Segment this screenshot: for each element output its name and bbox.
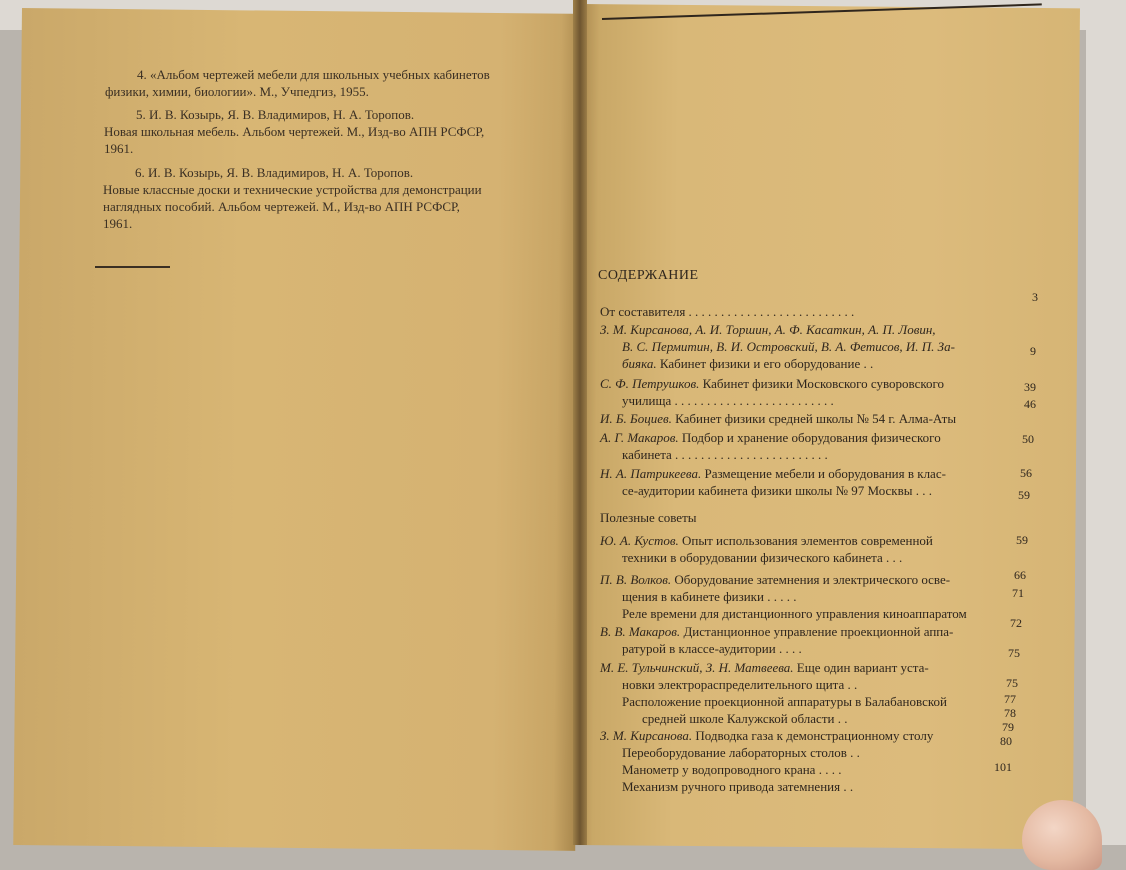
toc-entry: щения в кабинете физики . . . . . (622, 589, 797, 604)
page-number: 71 (1012, 586, 1024, 600)
page-number: 78 (1004, 706, 1016, 720)
book-spine (573, 0, 587, 845)
page-number: 3 (1032, 290, 1038, 304)
reference-line: Новые классные доски и технические устройства для демонстрации (103, 182, 482, 197)
toc-entry: Переоборудование лабораторных столов . . (622, 745, 860, 760)
reference-5 (104, 106, 524, 157)
reference-line: 6. И. В. Козырь, Я. В. Владимиров, Н. А. Торопов. (135, 165, 414, 180)
reference-line: наглядных пособий. Альбом чертежей. М., Изд-во АПН РСФСР, (103, 199, 460, 214)
page-number: 75 (1006, 676, 1018, 690)
page-number: 77 (1004, 692, 1016, 706)
toc-entry: кабинета . . . . . . . . . . . . . . . . . . . . . . . . (622, 447, 828, 462)
page-number: 59 (1016, 533, 1028, 547)
page-number: 79 (1002, 720, 1014, 734)
page-number: 101 (994, 760, 1012, 774)
page-number: 50 (1022, 432, 1034, 446)
page-number: 39 (1024, 380, 1036, 394)
reference-4 (105, 66, 525, 100)
toc-entry: ратурой в классе-аудитории . . . . (622, 641, 802, 656)
toc-entry: П. В. Волков. Оборудование затемнения и электрического осве- (600, 572, 951, 587)
toc-entry: Механизм ручного привода затемнения . . (622, 779, 854, 794)
toc-entry: бияка. Кабинет физики и его оборудование . . (622, 356, 874, 371)
background-right (1086, 0, 1126, 845)
toc-entry: средней школе Калужской области . . (642, 711, 848, 726)
page-number: 59 (1018, 488, 1030, 502)
toc-entry: От составителя . . . . . . . . . . . . . . . . . . . . . . . . . . (600, 304, 855, 319)
page-number: 56 (1020, 466, 1032, 480)
toc-entry: В. В. Макаров. Дистанционное управление проекционной аппа- (600, 624, 954, 639)
page-number: 66 (1014, 568, 1026, 582)
toc-entry: Н. А. Патрикеева. Размещение мебели и оборудования в клас- (600, 466, 946, 481)
page-number: 80 (1000, 734, 1012, 748)
toc-entry: В. С. Пермитин, В. И. Островский, В. А. Фетисов, И. П. За- (622, 339, 955, 354)
toc-entry: С. Ф. Петрушков. Кабинет физики Московского суворовского (600, 376, 945, 391)
toc-entry: А. Г. Макаров. Подбор и хранение оборудования физического (600, 430, 941, 445)
reference-line: Новая школьная мебель. Альбом чертежей. М., Изд-во АПН РСФСР, (104, 124, 485, 139)
toc-entry: М. Е. Тульчинский, З. Н. Матвеева. Еще один вариант уста- (600, 660, 929, 675)
reference-line: 4. «Альбом чертежей мебели для школьных учебных кабинетов (137, 67, 490, 82)
toc-entry: З. М. Кирсанова, А. И. Торшин, А. Ф. Касаткин, А. П. Ловин, (600, 322, 936, 337)
page-number: 9 (1030, 344, 1036, 358)
toc-entry: Реле времени для дистанционного управления киноаппаратом (622, 606, 967, 621)
reference-line: 1961. (103, 216, 133, 231)
toc-entry: З. М. Кирсанова. Подводка газа к демонстрационному столу (600, 728, 934, 743)
toc-entry: новки электрораспределительного щита . . (622, 677, 858, 692)
toc-entry: И. Б. Боциев. Кабинет физики средней школы № 54 г. Алма-Аты (600, 411, 957, 426)
toc-entry: Манометр у водопроводного крана . . . . (622, 762, 842, 777)
reference-line: 1961. (104, 141, 134, 156)
toc-entry: техники в оборудовании физического кабинета . . . (622, 550, 903, 565)
toc-entry: Ю. А. Кустов. Опыт использования элементов современной (600, 533, 933, 548)
page-number: 72 (1010, 616, 1022, 630)
toc-entry: се-аудитории кабинета физики школы № 97 Москвы . . . (622, 483, 932, 498)
toc-section-heading: Полезные советы (600, 510, 697, 525)
thumb (1022, 800, 1102, 870)
toc-entry: Расположение проекционной аппаратуры в Балабановской (622, 694, 947, 709)
toc-title: СОДЕРЖАНИЕ (598, 268, 699, 283)
page-number: 46 (1024, 397, 1036, 411)
reference-line: 5. И. В. Козырь, Я. В. Владимиров, Н. А. Торопов. (136, 107, 415, 122)
toc-entry: училища . . . . . . . . . . . . . . . . . . . . . . . . . (622, 393, 834, 408)
page-number: 75 (1008, 646, 1020, 660)
reference-line: физики, химии, биологии». М., Учпедгиз, 1955. (105, 84, 369, 99)
section-divider (95, 266, 170, 268)
reference-6 (103, 164, 523, 232)
